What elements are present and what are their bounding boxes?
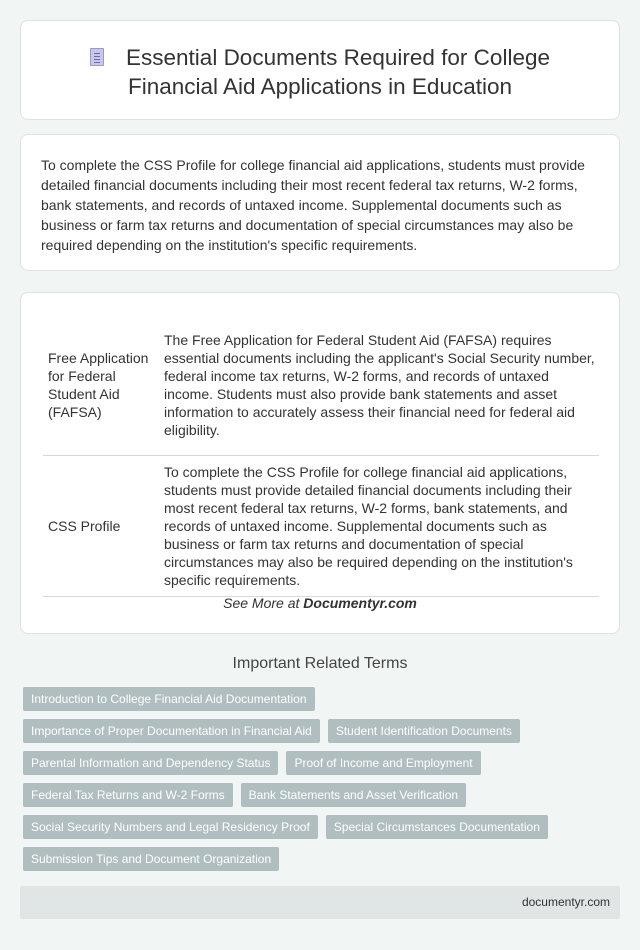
related-terms-heading: Important Related Terms <box>232 655 408 672</box>
title-card <box>20 20 620 120</box>
documents-table <box>43 315 599 597</box>
intro-paragraph: To complete the CSS Profile for college financial aid applications, students must provide detailed financial documents including their most recent federal tax returns, W-2 forms, bank statements, and records of untaxed income. Supplemental documents such as business or farm tax returns and documentation of special circumstances may also be required depending on the institution's specific requirements. <box>41 157 585 253</box>
related-term-tag[interactable]: Parental Information and Dependency Status <box>23 751 278 775</box>
intro-card <box>20 134 620 271</box>
related-term-tag[interactable]: Introduction to College Financial Aid Documentation <box>23 687 315 711</box>
related-term-tag[interactable]: Student Identification Documents <box>328 719 520 743</box>
table-row <box>43 455 599 596</box>
related-term-tag[interactable]: Submission Tips and Document Organization <box>23 847 279 871</box>
table-row <box>43 315 599 455</box>
related-term-tag[interactable]: Federal Tax Returns and W-2 Forms <box>23 783 233 807</box>
description-cell: To complete the CSS Profile for college financial aid applications, students must provide detailed financial documents including their most recent federal tax returns, W-2 forms, bank statements, and records of untaxed income. Supplemental documents such as business or farm tax returns and documentation of special circumstances may also be required depending on the institution's specific requirements. <box>159 455 599 596</box>
see-more-link[interactable]: Documentyr.com <box>303 595 417 611</box>
document-icon <box>90 48 104 66</box>
see-more <box>21 595 619 611</box>
term-cell: CSS Profile <box>43 455 159 596</box>
related-term-tag[interactable]: Special Circumstances Documentation <box>326 815 548 839</box>
related-term-tag[interactable]: Importance of Proper Documentation in Financial Aid <box>23 719 320 743</box>
footer-site-link[interactable]: documentyr.com <box>521 895 610 909</box>
description-cell: The Free Application for Federal Student Aid (FAFSA) requires essential documents including the applicant's Social Security number, federal income tax returns, W-2 forms, and records of untaxed income. Students must also provide bank statements and asset information to accurately assess their financial need for federal aid eligibility. <box>159 315 599 455</box>
page-title <box>21 43 619 101</box>
footer <box>20 886 620 919</box>
related-term-tag[interactable]: Social Security Numbers and Legal Residency Proof <box>23 815 318 839</box>
documents-table-card <box>20 292 620 634</box>
related-term-tag[interactable]: Bank Statements and Asset Verification <box>241 783 466 807</box>
title-line-1: Essential Documents Required for College <box>126 45 550 70</box>
term-cell: Free Application for Federal Student Aid (FAFSA) <box>43 315 159 455</box>
related-term-tag[interactable]: Proof of Income and Employment <box>286 751 480 775</box>
see-more-prefix: See More at <box>223 595 300 611</box>
related-terms-list <box>23 687 623 879</box>
title-line-2: Financial Aid Applications in Education <box>128 74 512 99</box>
